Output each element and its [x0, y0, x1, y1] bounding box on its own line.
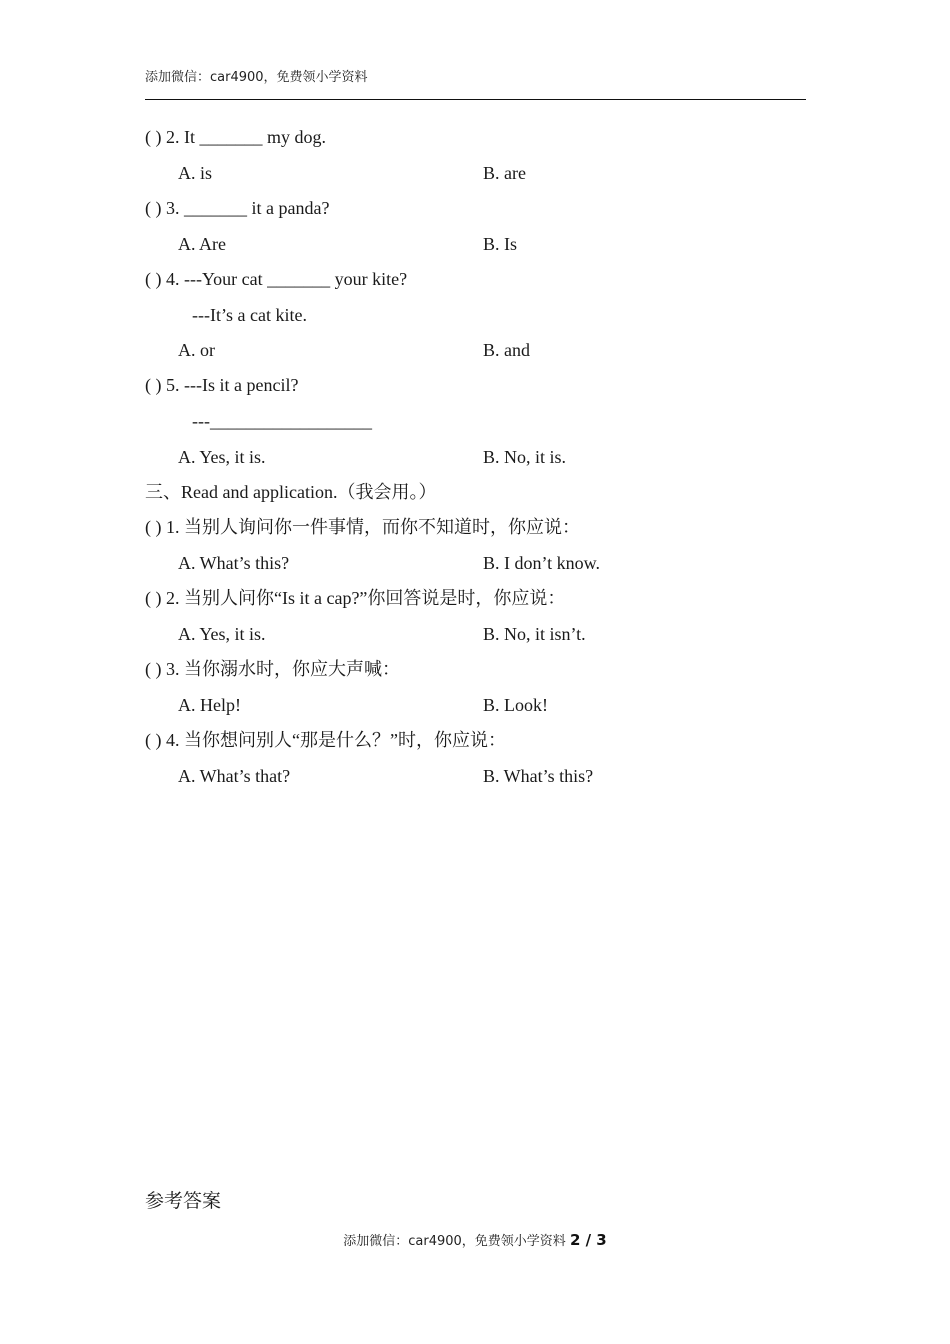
option-a: A. Are [178, 234, 226, 254]
question-dialogue: ---It’s a cat kite. [192, 305, 307, 325]
option-b: B. I don’t know. [483, 553, 600, 573]
page-footer [0, 1230, 950, 1249]
question-dialogue: ---__________________ [192, 411, 372, 431]
question-stem: ( ) 1. 当别人询问你一件事情，而你不知道时，你应说： [145, 517, 580, 537]
question-stem: ( ) 3. _______ it a panda? [145, 198, 330, 218]
question-stem: ( ) 4. ---Your cat _______ your kite? [145, 269, 408, 289]
question-stem: ( ) 2. It _______ my dog. [145, 127, 326, 147]
option-a: A. Help! [178, 695, 241, 715]
option-b: B. What’s this? [483, 766, 594, 786]
question-stem: ( ) 3. 当你溺水时，你应大声喊： [145, 659, 400, 679]
option-b: B. Is [483, 234, 518, 254]
option-a: A. Yes, it is. [178, 624, 266, 644]
option-b: B. No, it isn’t. [483, 624, 586, 644]
page-number: 2 / 3 [569, 1231, 607, 1249]
option-a: A. What’s that? [178, 766, 291, 786]
option-b: B. and [483, 340, 530, 360]
option-a: A. is [178, 163, 213, 183]
section-heading: 三、Read and application.（我会用。） [145, 482, 437, 502]
answer-key-title: 参考答案 [145, 1191, 222, 1212]
footer-text: 添加微信：car4900，免费领小学资料 [343, 1234, 566, 1249]
question-stem: ( ) 5. ---Is it a pencil? [145, 375, 299, 395]
option-a: A. What’s this? [178, 553, 290, 573]
header-divider [145, 99, 806, 100]
question-stem: ( ) 4. 当你想问别人“那是什么？”时，你应说： [145, 730, 506, 750]
question-stem: ( ) 2. 当别人问你“Is it a cap?”你回答说是时，你应说： [145, 588, 566, 608]
option-b: B. are [483, 163, 526, 183]
option-a: A. or [178, 340, 215, 360]
option-a: A. Yes, it is. [178, 447, 266, 467]
option-b: B. No, it is. [483, 447, 567, 467]
option-b: B. Look! [483, 695, 548, 715]
header-text: 添加微信：car4900，免费领小学资料 [145, 70, 368, 85]
